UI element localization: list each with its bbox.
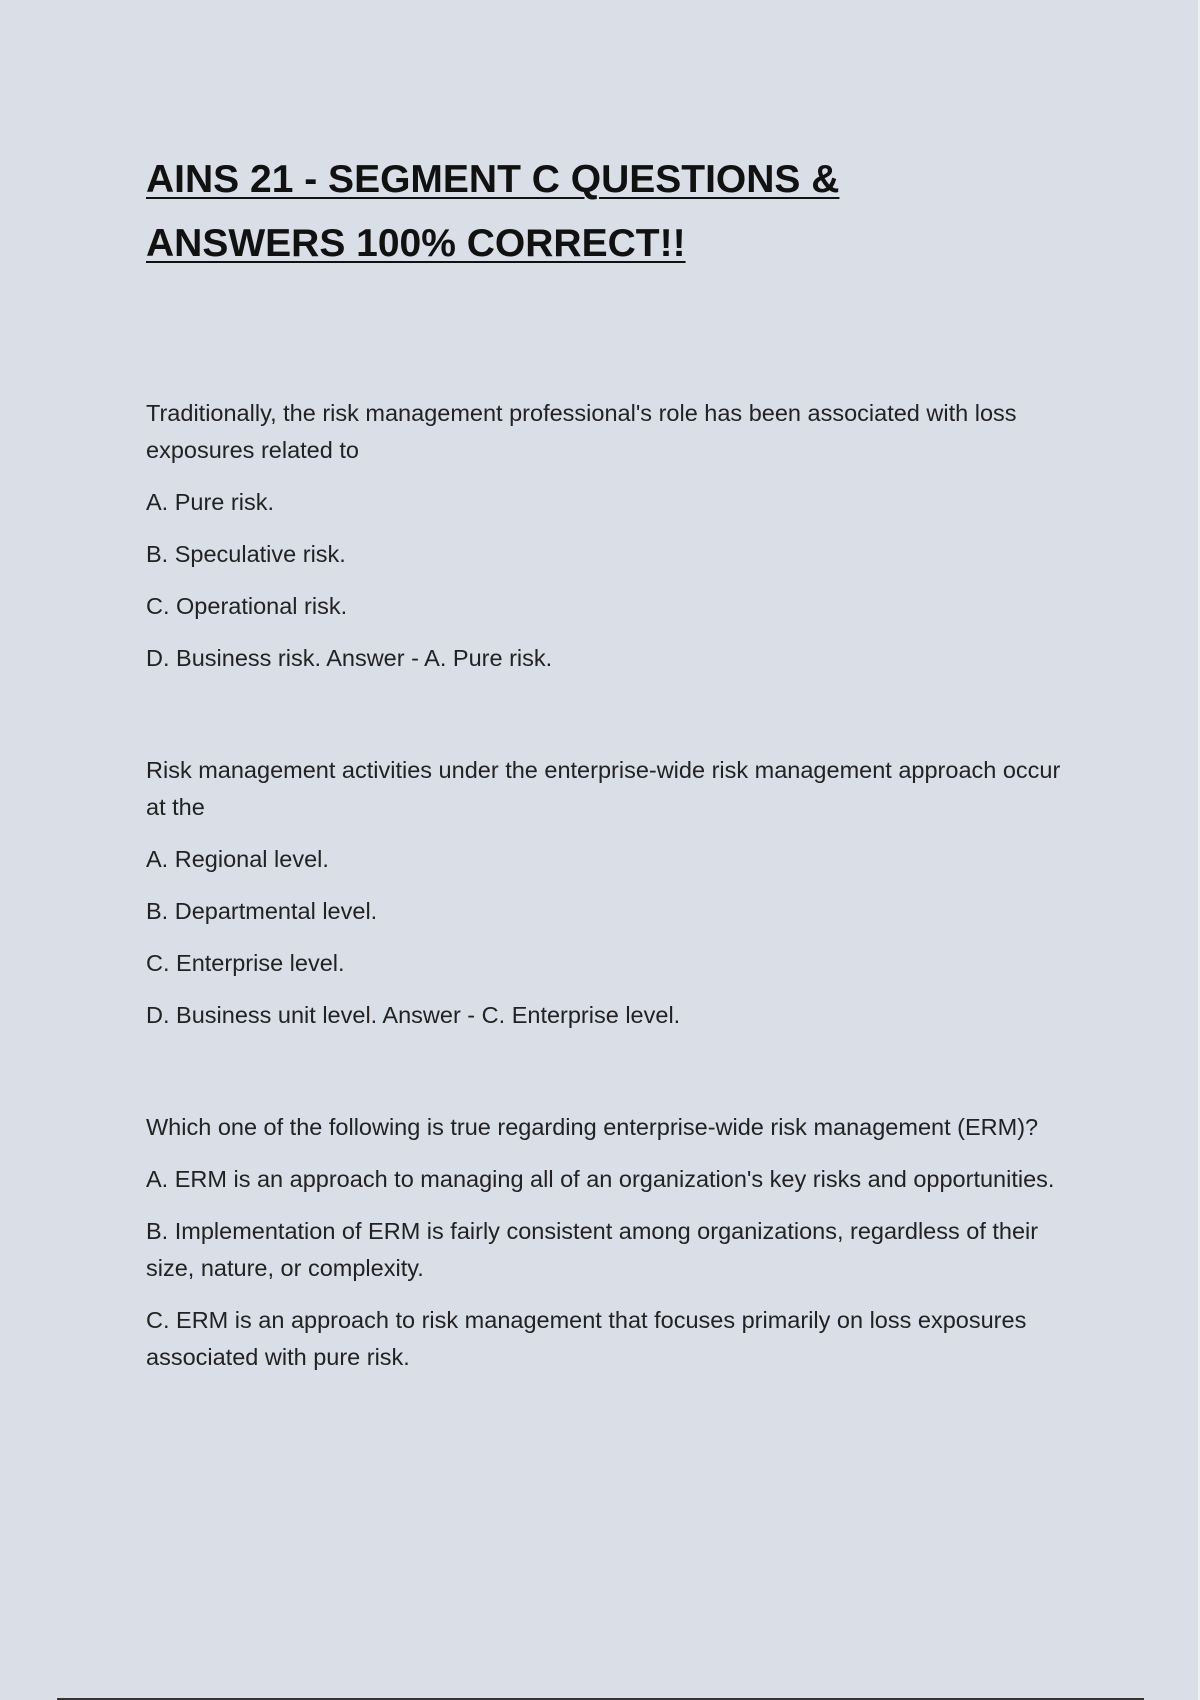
- answer-option-b: B. Implementation of ERM is fairly consistent among organizations, regardless of their size, nature, or complexity.: [146, 1218, 1039, 1281]
- answer-option-d-with-answer: D. Business risk. Answer - A. Pure risk.: [146, 645, 553, 671]
- question-block-2: [146, 752, 1066, 1049]
- title-line-1: AINS 21 - SEGMENT C QUESTIONS &: [146, 158, 840, 201]
- answer-option-a: A. Pure risk.: [146, 489, 274, 515]
- answer-option-b: B. Speculative risk.: [146, 541, 346, 567]
- question-text: Risk management activities under the enterprise-wide risk management approach occur at the: [146, 757, 1061, 820]
- answer-option-a: A. ERM is an approach to managing all of an organization's key risks and opportunities.: [146, 1166, 1055, 1192]
- answer-option-c: C. ERM is an approach to risk management that focuses primarily on loss exposures associated with pure risk.: [146, 1307, 1027, 1370]
- title-line-2: ANSWERS 100% CORRECT!!: [146, 222, 686, 265]
- question-text: Traditionally, the risk management professional's role has been associated with loss exposures related to: [146, 400, 1017, 463]
- answer-option-a: A. Regional level.: [146, 846, 329, 872]
- answer-option-d-with-answer: D. Business unit level. Answer - C. Enterprise level.: [146, 1002, 681, 1028]
- answer-option-c: C. Enterprise level.: [146, 950, 345, 976]
- question-text: Which one of the following is true regarding enterprise-wide risk management (ERM)?: [146, 1114, 1039, 1140]
- document-title: [146, 148, 1046, 276]
- question-block-3: [146, 1109, 1066, 1391]
- question-block-1: [146, 395, 1066, 692]
- answer-option-b: B. Departmental level.: [146, 898, 378, 924]
- answer-option-c: C. Operational risk.: [146, 593, 348, 619]
